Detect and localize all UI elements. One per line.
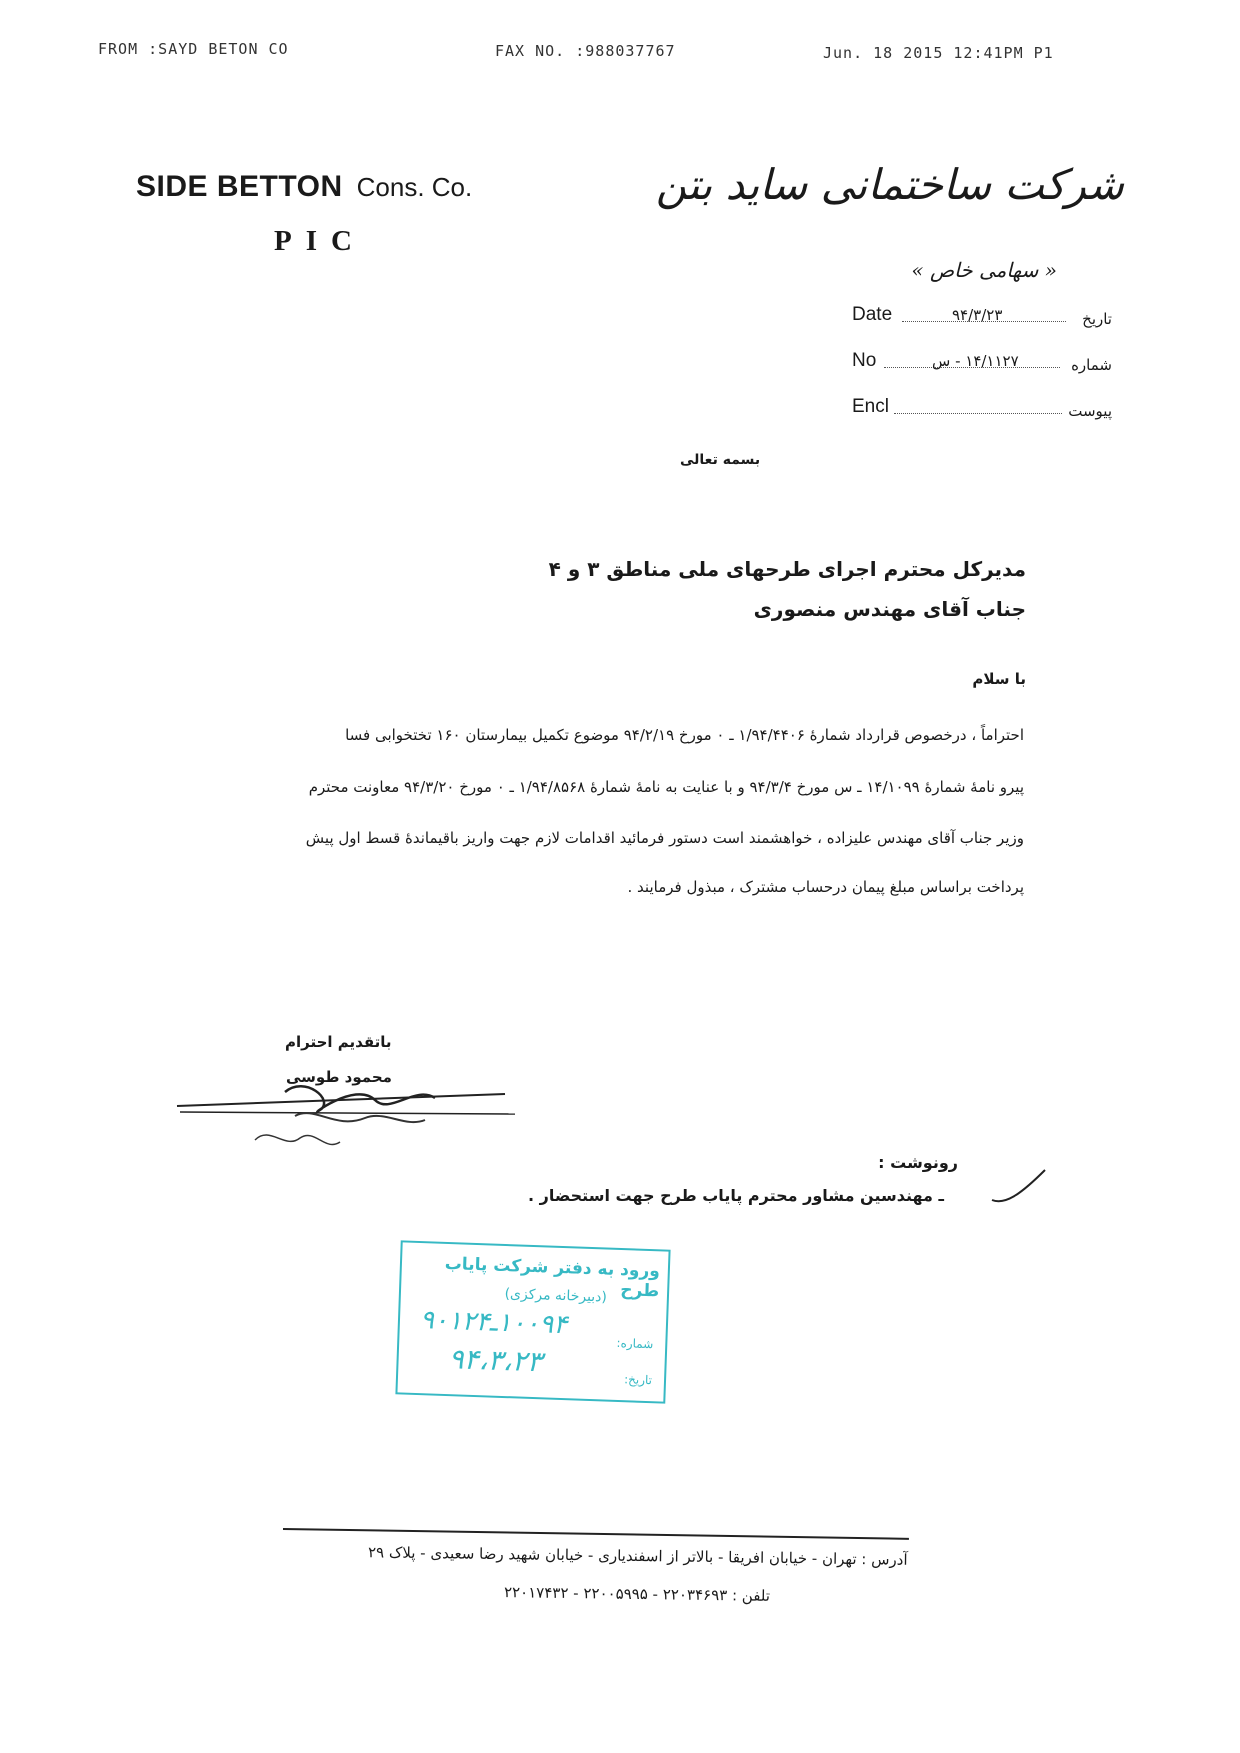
footer-divider — [283, 1528, 909, 1540]
stamp-number-value: ۱۰۰۹۴ـ۹۰۱۲۴ — [419, 1305, 568, 1341]
reception-stamp — [395, 1240, 670, 1403]
meta-number-row — [852, 346, 1112, 374]
meta-enclosure-label-fa: پیوست — [1068, 402, 1112, 420]
meta-enclosure-dots — [894, 413, 1062, 414]
check-mark-icon — [990, 1160, 1050, 1210]
stamp-date-value: ۹۴،۳،۲۳ — [448, 1342, 543, 1379]
stamp-title: ورود به دفتر شرکت پایاب طرح — [444, 1253, 661, 1302]
cc-label: رونوشت : — [878, 1153, 958, 1172]
company-name-fa: شرکت ساختمانی ساید بتن — [655, 160, 1124, 209]
meta-enclosure-label-en: Encl — [852, 396, 889, 417]
signature-scrawl — [175, 1070, 525, 1160]
cc-recipient: ـ مهندسین مشاور محترم پایاب طرح جهت استحضار . — [528, 1186, 944, 1205]
company-type-fa: « سهامی خاص » — [911, 258, 1057, 282]
body-line-3: وزیر جناب آقای مهندس علیزاده ، خواهشمند است دستور فرمائید اقدامات لازم جهت واریز باقیماندهٔ قسط اول پیش — [305, 829, 1024, 847]
company-name-bold: SIDE BETTON — [136, 170, 343, 203]
meta-enclosure-row — [852, 392, 1112, 420]
body-line-4: پرداخت براساس مبلغ پیمان درحساب مشترک ، مبذول فرمایند . — [627, 878, 1024, 896]
signer-name: محمود طوسی — [286, 1068, 392, 1086]
addressee-title: مدیرکل محترم اجرای طرحهای ملی مناطق ۳ و ۴ — [548, 557, 1026, 581]
company-pic: PIC — [274, 225, 366, 257]
meta-number-label-fa: شماره — [1071, 356, 1112, 374]
closing-regards: باتقدیم احترام — [285, 1033, 392, 1051]
body-line-1: احتراماً ، درخصوص قرارداد شمارهٔ ۱/۹۴/۴۴۰۶ ـ ۰ مورخ ۹۴/۲/۱۹ موضوع تکمیل بیمارستان ۱۶۰ تختخوابی فسا — [345, 726, 1024, 744]
meta-date-label-en: Date — [852, 304, 893, 325]
addressee-name: جناب آقای مهندس منصوری — [753, 597, 1026, 621]
fax-sender: FROM :SAYD BETON CO — [98, 40, 289, 58]
fax-datetime: Jun. 18 2015 12:41PM P1 — [823, 44, 1054, 62]
meta-number-value: ۱۴/۱۱۲۷ - س — [932, 352, 1019, 370]
company-name-suffix: Cons. Co. — [356, 172, 473, 202]
footer-address: آدرس : تهران - خیابان افریقا - بالاتر از اسفندیاری - خیابان شهید رضا سعیدی - پلاک ۲۹ — [368, 1543, 909, 1569]
meta-number-label-en: No — [852, 350, 877, 371]
body-line-2: پیرو نامهٔ شمارهٔ ۱۴/۱۰۹۹ ـ س مورخ ۹۴/۳/۴ و با عنایت به نامهٔ شمارهٔ ۱/۹۴/۸۵۶۸ ـ ۰ مورخ ۹۴/۳/۲۰ معاونت محترم — [308, 778, 1024, 796]
fax-number: FAX NO. :988037767 — [495, 42, 676, 60]
bismillah: بسمه تعالی — [680, 452, 761, 468]
stamp-subtitle: (دبیرخانه مرکزی) — [504, 1285, 608, 1306]
footer-phone: تلفن : ۲۲۰۳۴۶۹۳ - ۲۲۰۰۵۹۹۵ - ۲۲۰۱۷۴۳۲ — [503, 1583, 771, 1605]
meta-date-label-fa: تاریخ — [1082, 310, 1112, 328]
greeting: با سلام — [972, 670, 1026, 688]
stamp-number-label: شماره: — [616, 1335, 654, 1352]
stamp-date-label: تاریخ: — [623, 1372, 653, 1388]
meta-date-row — [852, 300, 1112, 328]
company-name-en — [136, 170, 472, 204]
meta-date-value: ۹۴/۳/۲۳ — [952, 306, 1003, 324]
